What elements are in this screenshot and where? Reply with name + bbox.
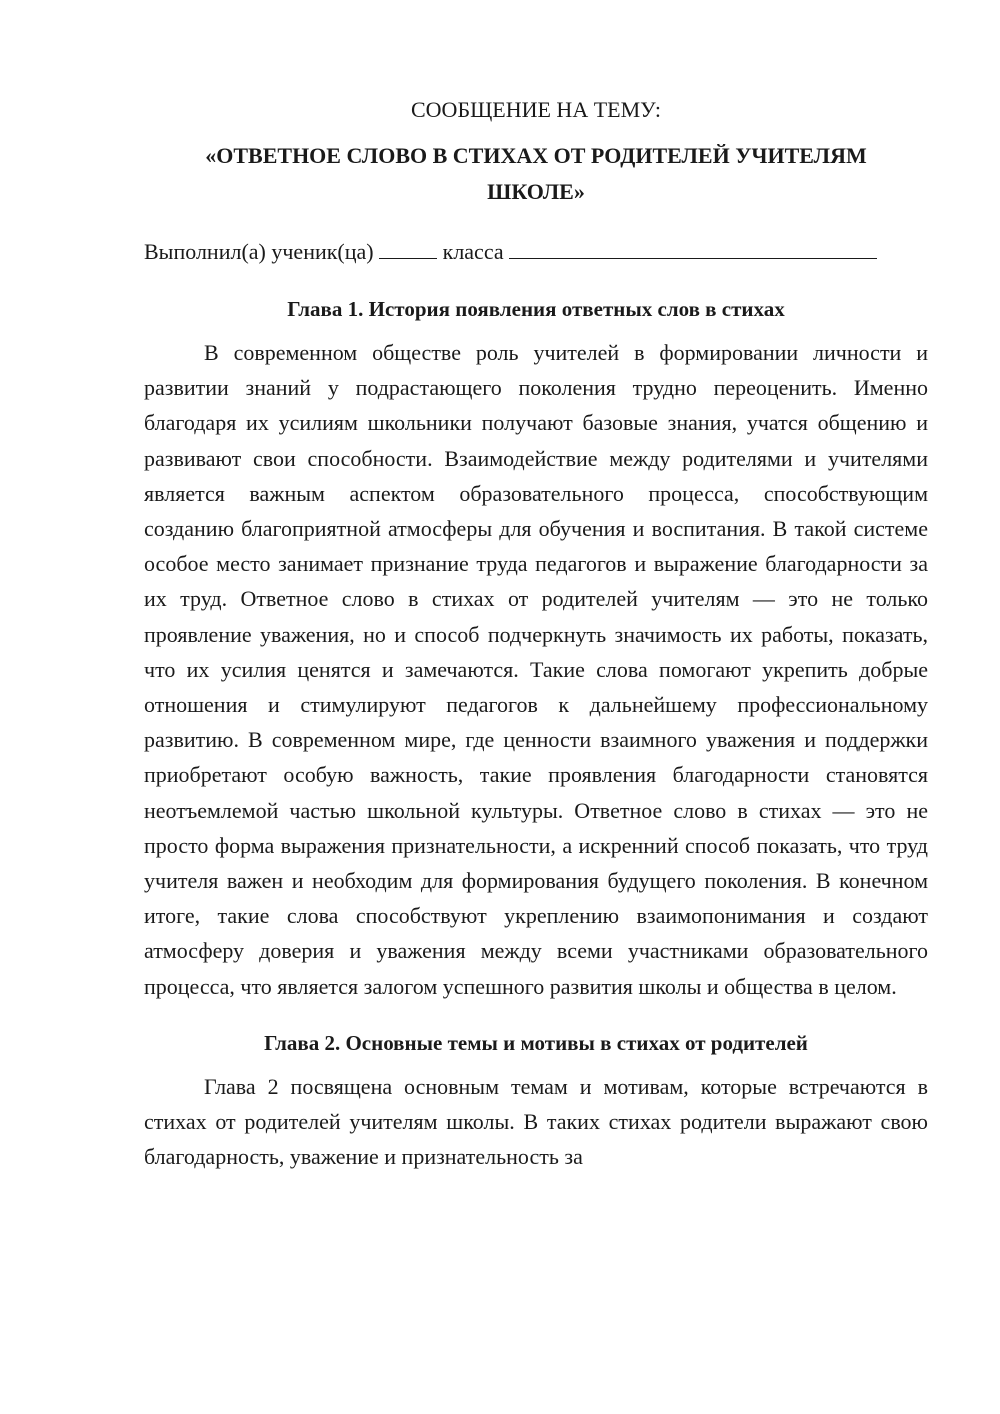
- chapter-2-heading: Глава 2. Основные темы и мотивы в стихах от родителей: [264, 1030, 808, 1055]
- signature-label-completed: Выполнил(а) ученик(ца): [144, 239, 374, 264]
- chapter-1-text: В современном обществе роль учителей в формировании личности и развитии знаний у подрастающего поколения трудно переоценить. Именно благодаря их усилиям школьники получают базовые знания, учатся общению и развивают свои способности. Взаимодействие между родителями и учителями является важным аспектом образовательного процесса, способствующим созданию благоприятной атмосферы для обучения и воспитания. В такой системе особое место занимает признание труда педагогов и выражение благодарности за их труд. Ответное слово в стихах от родителей учителям — это не только проявление уважения, но и способ подчеркнуть значимость их работы, показать, что их усилия ценятся и замечаются. Такие слова помогают укрепить добрые отношения и стимулируют педагогов к дальнейшему профессиональному развитию. В современном мире, где ценности взаимного уважения и поддержки приобретают особую важность, такие проявления благодарности становятся неотъемлемой частью школьной культуры. Ответное слово в стихах — это не просто форма выражения признательности, а искренний способ показать, что труд учителя важен и необходим для формирования будущего поколения. В конечном итоге, такие слова способствуют укреплению взаимопонимания и создают атмосферу доверия и уважения между всеми участниками образовательного процесса, что является залогом успешного развития школы и общества в целом.: [144, 340, 928, 999]
- chapter-2-text: Глава 2 посвящена основным темам и мотивам, которые встречаются в стихах от родителей учителям школы. В таких стихах родители выражают свою благодарность, уважение и признательность за: [144, 1073, 928, 1170]
- class-number-blank: [379, 236, 437, 259]
- signature-label-class: класса: [442, 239, 504, 264]
- document-title: «ОТВЕТНОЕ СЛОВО В СТИХАХ ОТ РОДИТЕЛЕЙ УЧИТЕЛЯМ ШКОЛЕ»: [205, 143, 867, 204]
- chapter-1-heading: Глава 1. История появления ответных слов в стихах: [287, 297, 785, 321]
- document-page: [144, 94, 928, 1174]
- signature-line: [144, 236, 928, 268]
- student-name-blank: [509, 236, 877, 259]
- document-kicker: СООБЩЕНИЕ НА ТЕМУ:: [411, 97, 661, 122]
